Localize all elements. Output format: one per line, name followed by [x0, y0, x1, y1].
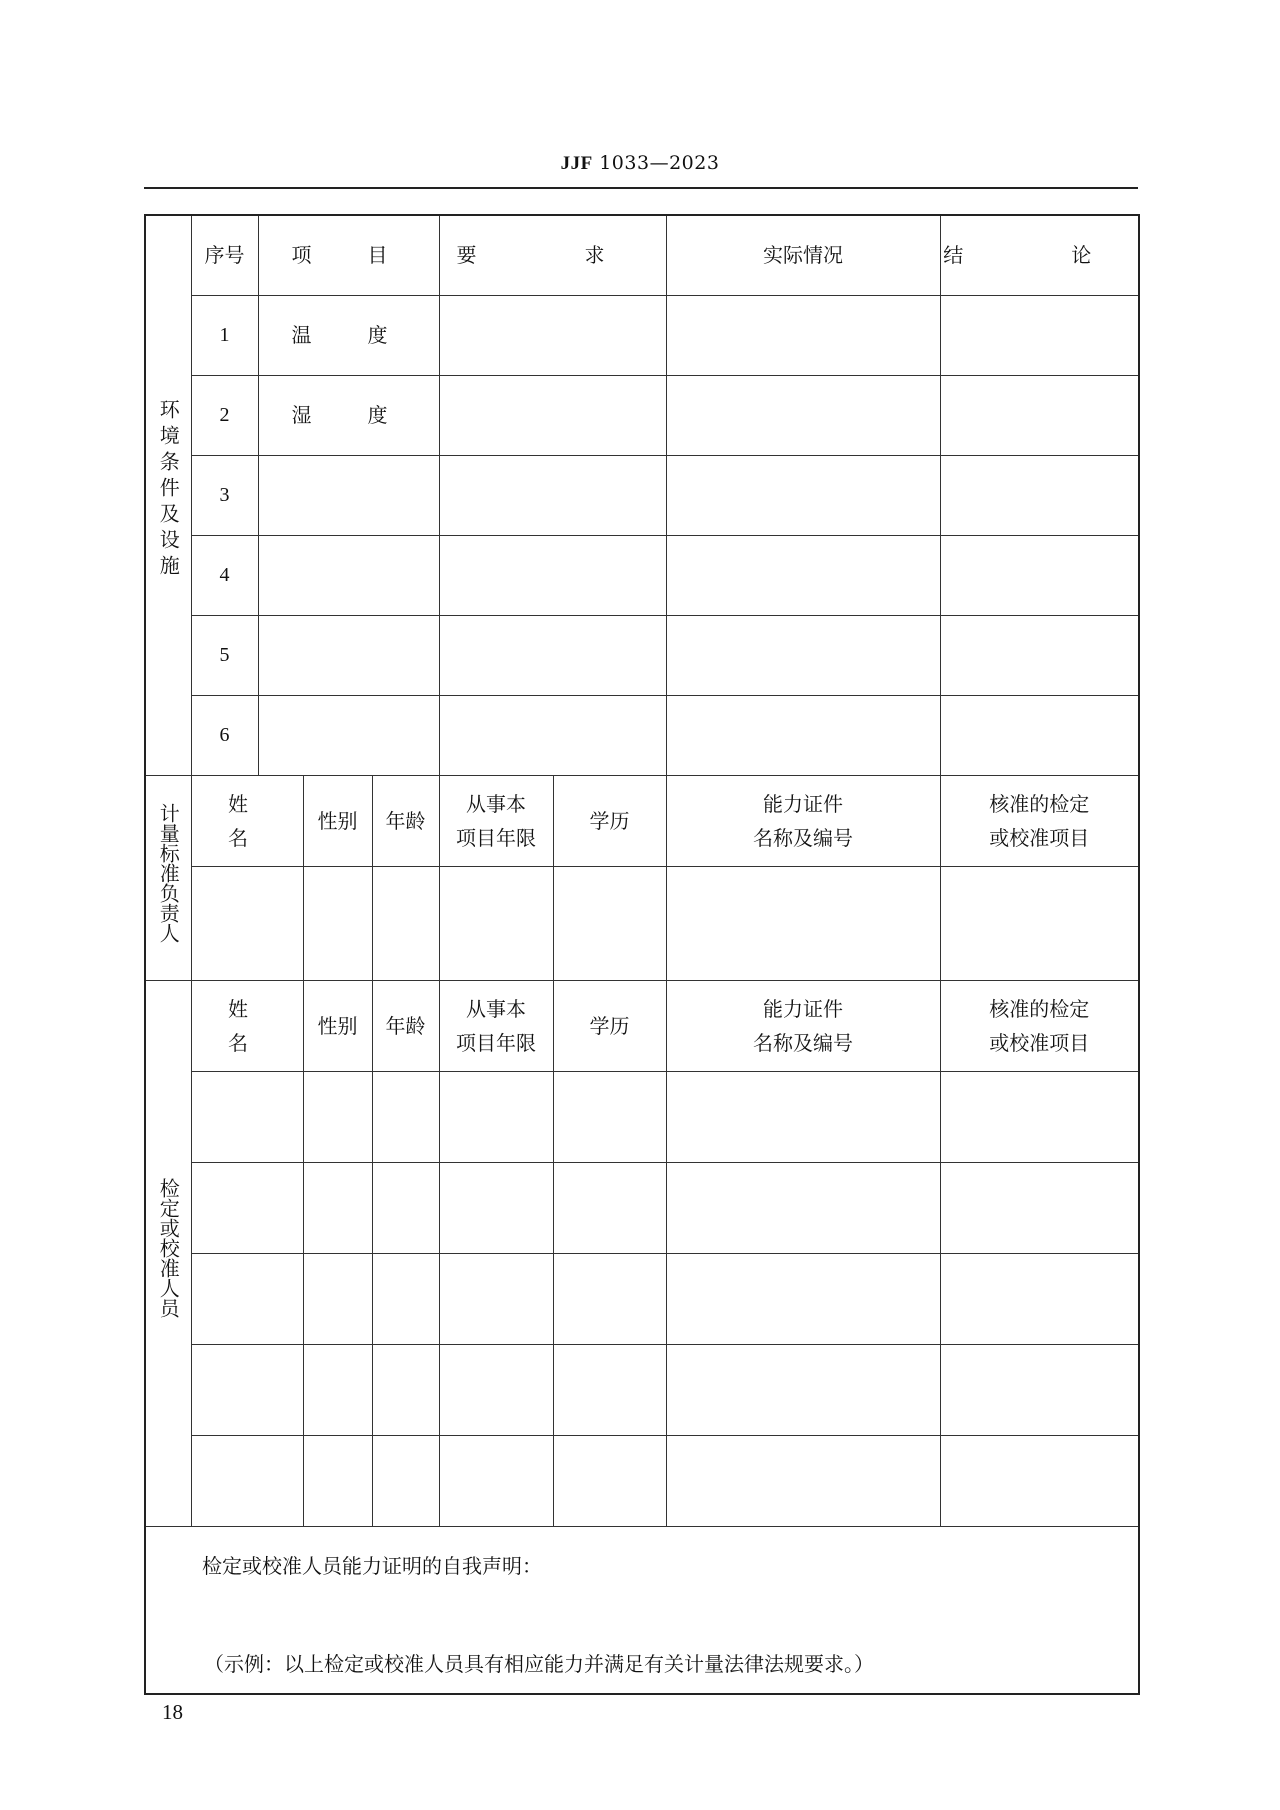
document-header: [0, 152, 1280, 175]
name-field[interactable]: [191, 1344, 303, 1435]
gender-field[interactable]: [303, 1071, 372, 1162]
education-field[interactable]: [553, 1435, 666, 1526]
responsible-side-cell: [145, 775, 191, 980]
environment-side-label: 环境条件及设施: [156, 399, 181, 582]
row-item-field[interactable]: [258, 695, 439, 775]
staff-entry-row: [145, 1071, 1139, 1162]
environment-row: [145, 695, 1139, 775]
standard-code-prefix: JJF: [560, 153, 593, 174]
responsible-entry-row: [145, 866, 1139, 980]
gender-field[interactable]: [303, 1253, 372, 1344]
approved-items-field[interactable]: [940, 1344, 1139, 1435]
row-requirement-field[interactable]: [439, 455, 666, 535]
row-requirement-field[interactable]: [439, 295, 666, 375]
staff-entry-row: [145, 1253, 1139, 1344]
row-item-field[interactable]: [258, 615, 439, 695]
row-requirement-field[interactable]: [439, 695, 666, 775]
staff-side-cell: [145, 980, 191, 1526]
standard-code-number: 1033—2023: [592, 152, 720, 174]
environment-row: [145, 375, 1139, 455]
row-actual-field[interactable]: [666, 615, 940, 695]
declaration-row: [145, 1526, 1139, 1694]
row-seq: 6: [191, 695, 258, 775]
years-field[interactable]: [439, 1071, 553, 1162]
row-actual-field[interactable]: [666, 695, 940, 775]
education-field[interactable]: [553, 1071, 666, 1162]
header-rule: [144, 187, 1138, 189]
col-approved-items-header: 核准的检定 或校准项目: [940, 775, 1139, 866]
gender-field[interactable]: [303, 1344, 372, 1435]
certificate-field[interactable]: [666, 866, 940, 980]
row-seq: 5: [191, 615, 258, 695]
age-field[interactable]: [372, 1344, 439, 1435]
environment-row: [145, 455, 1139, 535]
approved-items-field[interactable]: [940, 1071, 1139, 1162]
name-field[interactable]: [191, 1071, 303, 1162]
years-field[interactable]: [439, 1435, 553, 1526]
certificate-field[interactable]: [666, 1162, 940, 1253]
declaration-title: 检定或校准人员能力证明的自我声明：: [202, 1553, 542, 1578]
row-conclusion-field[interactable]: [940, 695, 1139, 775]
col-years-header: 从事本 项目年限: [439, 775, 553, 866]
education-field[interactable]: [553, 1253, 666, 1344]
col-certificate-header: 能力证件 名称及编号: [666, 775, 940, 866]
col-years-header: 从事本 项目年限: [439, 980, 553, 1071]
page-number: 18: [162, 1700, 183, 1724]
col-education-header: 学历: [553, 775, 666, 866]
staff-entry-row: [145, 1344, 1139, 1435]
approved-items-field[interactable]: [940, 866, 1139, 980]
row-seq: 2: [191, 375, 258, 455]
age-field[interactable]: [372, 1071, 439, 1162]
row-item-field[interactable]: [258, 455, 439, 535]
age-field[interactable]: [372, 1253, 439, 1344]
row-requirement-field[interactable]: [439, 535, 666, 615]
row-seq: 4: [191, 535, 258, 615]
years-field[interactable]: [439, 1162, 553, 1253]
col-education-header: 学历: [553, 980, 666, 1071]
name-field[interactable]: [191, 1435, 303, 1526]
name-field[interactable]: [191, 1162, 303, 1253]
gender-field[interactable]: [303, 1162, 372, 1253]
row-requirement-field[interactable]: [439, 615, 666, 695]
row-item: 湿 度: [258, 375, 439, 455]
gender-field[interactable]: [303, 1435, 372, 1526]
row-conclusion-field[interactable]: [940, 455, 1139, 535]
record-form-table: [144, 214, 1140, 1695]
staff-entry-row: [145, 1435, 1139, 1526]
col-name-header: 姓 名: [191, 980, 303, 1071]
row-conclusion-field[interactable]: [940, 615, 1139, 695]
responsible-side-label: 计量标准负责人: [156, 802, 181, 943]
col-gender-header: 性别: [303, 775, 372, 866]
age-field[interactable]: [372, 1162, 439, 1253]
row-actual-field[interactable]: [666, 535, 940, 615]
education-field[interactable]: [553, 1344, 666, 1435]
col-seq-header: 序号: [191, 215, 258, 295]
education-field[interactable]: [553, 1162, 666, 1253]
row-item-field[interactable]: [258, 535, 439, 615]
approved-items-field[interactable]: [940, 1253, 1139, 1344]
environment-side-cell: [145, 215, 191, 775]
row-requirement-field[interactable]: [439, 375, 666, 455]
staff-header-row: [145, 980, 1139, 1071]
col-certificate-header: 能力证件 名称及编号: [666, 980, 940, 1071]
certificate-field[interactable]: [666, 1253, 940, 1344]
staff-entry-row: [145, 1162, 1139, 1253]
col-conclusion-header: 结 论: [940, 215, 1139, 295]
age-field[interactable]: [372, 866, 439, 980]
years-field[interactable]: [439, 866, 553, 980]
staff-side-label: 检定或校准人员: [156, 1178, 181, 1318]
row-conclusion-field[interactable]: [940, 295, 1139, 375]
education-field[interactable]: [553, 866, 666, 980]
declaration-field[interactable]: [145, 1526, 1139, 1694]
certificate-field[interactable]: [666, 1071, 940, 1162]
certificate-field[interactable]: [666, 1435, 940, 1526]
col-age-header: 年龄: [372, 775, 439, 866]
age-field[interactable]: [372, 1435, 439, 1526]
certificate-field[interactable]: [666, 1344, 940, 1435]
col-approved-items-header: 核准的检定 或校准项目: [940, 980, 1139, 1071]
row-actual-field[interactable]: [666, 295, 940, 375]
col-item-header: 项 目: [258, 215, 439, 295]
row-seq: 3: [191, 455, 258, 535]
name-field[interactable]: [191, 1253, 303, 1344]
name-field[interactable]: [191, 866, 303, 980]
declaration-example: （示例：以上检定或校准人员具有相应能力并满足有关计量法律法规要求。）: [204, 1651, 874, 1676]
col-actual-header: 实际情况: [666, 215, 940, 295]
environment-row: [145, 295, 1139, 375]
row-actual-field[interactable]: [666, 455, 940, 535]
environment-header-row: [145, 215, 1139, 295]
col-age-header: 年龄: [372, 980, 439, 1071]
row-seq: 1: [191, 295, 258, 375]
col-requirement-header: 要 求: [439, 215, 666, 295]
col-name-header: 姓 名: [191, 775, 303, 866]
row-actual-field[interactable]: [666, 375, 940, 455]
years-field[interactable]: [439, 1344, 553, 1435]
years-field[interactable]: [439, 1253, 553, 1344]
row-conclusion-field[interactable]: [940, 535, 1139, 615]
environment-row: [145, 535, 1139, 615]
environment-row: [145, 615, 1139, 695]
row-conclusion-field[interactable]: [940, 375, 1139, 455]
approved-items-field[interactable]: [940, 1162, 1139, 1253]
approved-items-field[interactable]: [940, 1435, 1139, 1526]
col-gender-header: 性别: [303, 980, 372, 1071]
row-item: 温 度: [258, 295, 439, 375]
gender-field[interactable]: [303, 866, 372, 980]
responsible-header-row: [145, 775, 1139, 866]
